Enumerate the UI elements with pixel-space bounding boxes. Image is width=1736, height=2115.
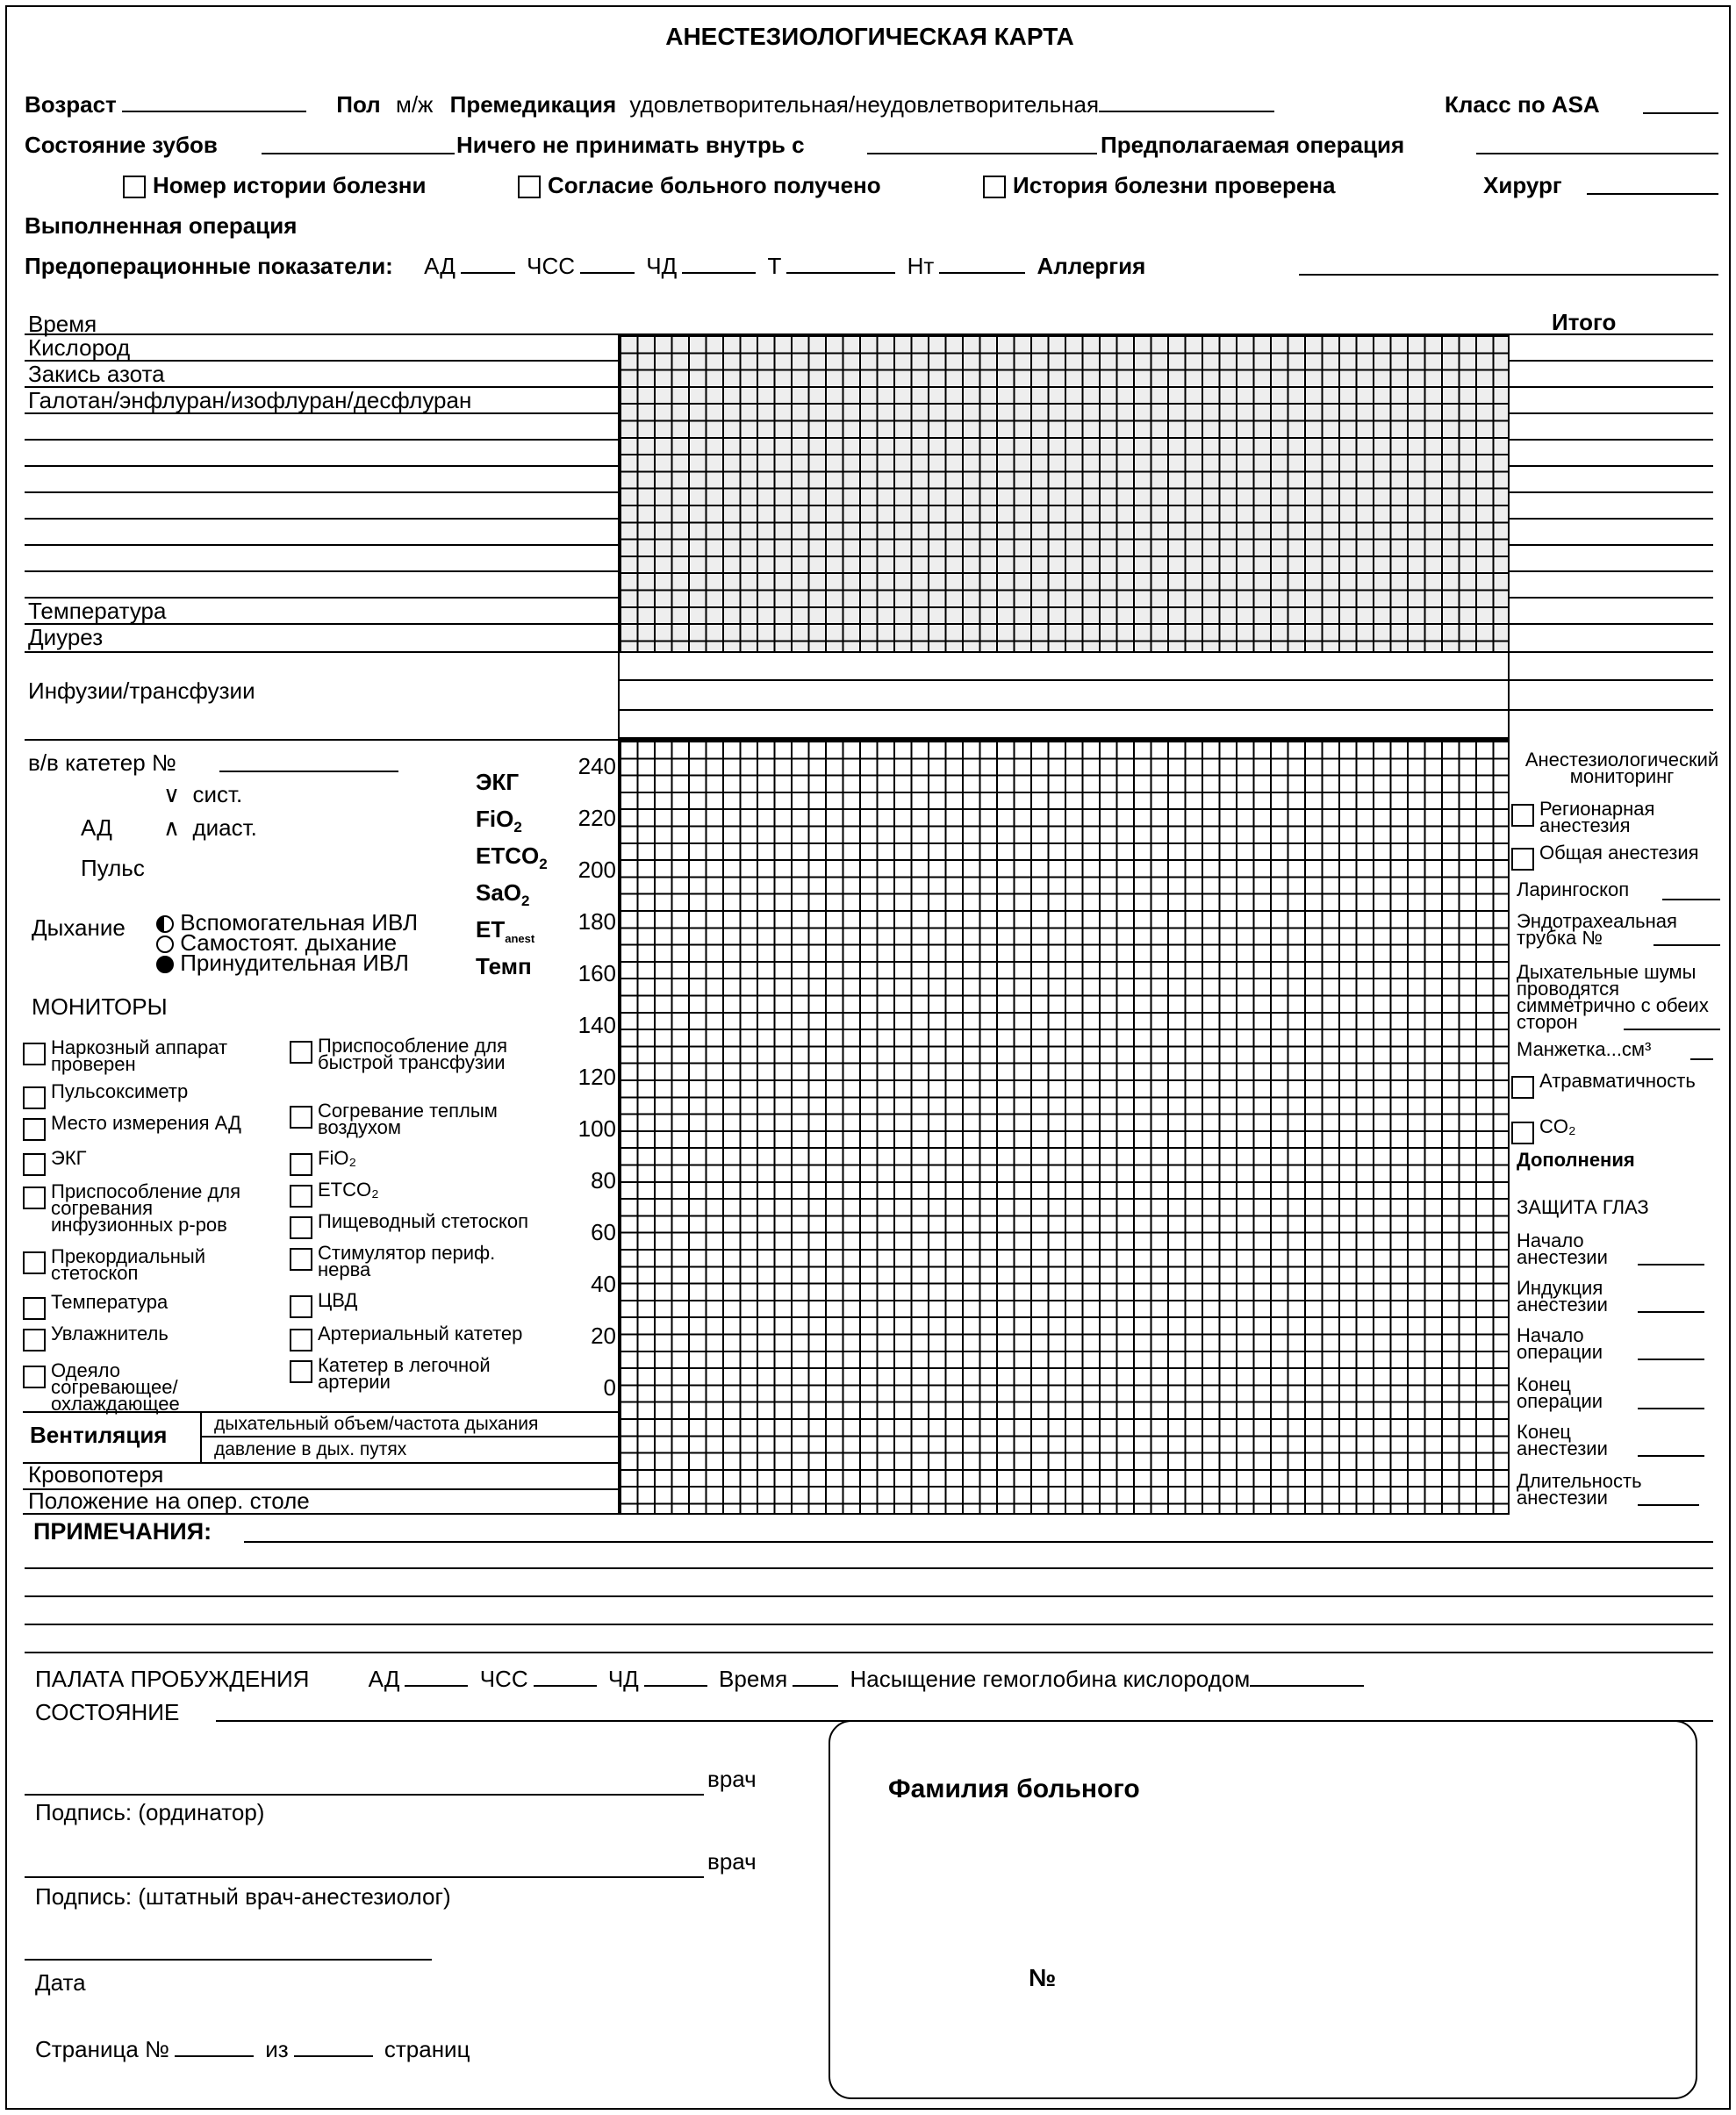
teeth-label: Состояние зубов [25,132,218,158]
n2o-label: Закись азота [28,361,165,387]
total-label: Итого [1552,309,1617,335]
anest-end-field[interactable] [1638,1436,1704,1457]
monitor-etco2[interactable]: ETCO₂ [290,1181,465,1208]
recovery-label: ПАЛАТА ПРОБУЖДЕНИЯ [35,1666,310,1692]
oxygen-label: Кислород [28,334,131,361]
notes-line[interactable] [25,1624,1713,1625]
y-tick: 20 [591,1323,616,1349]
patient-box [829,1720,1697,2099]
notes-label: ПРИМЕЧАНИЯ: [33,1518,212,1545]
recovery-spo2-field[interactable] [1250,1666,1364,1687]
y-tick: 100 [577,1115,616,1142]
age-label: Возраст [25,91,117,118]
position-label: Положение на опер. столе [28,1488,310,1514]
fio2-param: FiO$_2$ [476,806,522,836]
breathing-label: Дыхание [32,914,126,941]
spontaneous-label: Самостоят. дыхание [180,929,398,957]
induction-field[interactable] [1638,1292,1704,1313]
history-number-label: Номер истории болезни [153,172,427,198]
gas-grid[interactable] [618,333,1510,653]
bp-legend-label: АД [81,814,112,841]
monitor-ecg[interactable]: ЭКГ [23,1150,286,1176]
preop-t-field[interactable] [786,253,895,274]
controlled-radio[interactable] [156,956,174,973]
npo-field[interactable] [867,133,1097,154]
monitor-arterial-line[interactable]: Артериальный катетер [290,1325,570,1351]
consent-item[interactable] [518,172,881,199]
recovery-time-field[interactable] [793,1666,838,1687]
allergy-field[interactable] [1299,255,1718,276]
etco2-param: $ETCO_2$ [476,842,548,873]
preop-t-label: Т [767,253,782,279]
monitor-cvp[interactable]: ЦВД [290,1292,465,1318]
ett-label: Эндотрахеальная трубка № [1517,910,1677,949]
anest-start-field[interactable] [1638,1244,1704,1265]
monitors-heading: МОНИТОРЫ [32,993,168,1020]
monitor-precordial-stethoscope[interactable]: Прекордиальный стетоскоп [23,1248,260,1281]
doctor-label-1: врач [707,1766,757,1792]
ventilation-label: Вентиляция [30,1422,168,1448]
preop-bp-label: АД [424,253,456,279]
state-label: СОСТОЯНИЕ [35,1699,180,1725]
sao2-param: SaO$_2$ [476,879,530,910]
co2-item[interactable]: CO₂ [1511,1118,1687,1144]
staff-signature-line[interactable] [25,1876,704,1878]
notes-line[interactable] [25,1567,1713,1569]
infusions-label: Инфузии/трансфузии [28,678,255,704]
temp-label: Температура [28,598,167,624]
duration-field[interactable] [1638,1485,1699,1506]
y-tick: 160 [577,960,616,986]
recovery-bp-field[interactable] [405,1666,468,1687]
op-start-label: Начало операции [1517,1324,1603,1363]
recovery-hr-field[interactable] [534,1666,597,1687]
anest-end-label: Конец анестезии [1517,1421,1608,1459]
patient-number-label: № [1029,1964,1057,1991]
asa-label: Класс по ASA [1445,91,1600,118]
monitor-blanket[interactable]: Одеяло согревающее/ охлаждающее [23,1362,225,1412]
iv-field[interactable] [219,751,398,772]
preop-hct-field[interactable] [939,253,1025,274]
resident-signature-line[interactable] [25,1794,704,1796]
monitoring-heading: Анестезиологический мониторинг [1524,749,1719,787]
op-end-label: Конец операции [1517,1373,1603,1412]
teeth-field[interactable] [262,133,455,154]
dia-legend: ∧ диаст. [163,814,257,841]
monitor-pulse-oximeter[interactable]: Пульсоксиметр [23,1083,286,1109]
iv-label: в/в катетер № [28,749,176,776]
monitor-machine-checked[interactable]: Наркозный аппарат проверен [23,1039,286,1072]
anesthesia-chart [5,5,1731,2110]
npo-label: Ничего не принимать внутрь с [456,132,805,158]
notes-line[interactable] [244,1541,1713,1543]
monitor-temperature[interactable]: Температура [23,1294,286,1320]
patient-surname-label: Фамилия больного [888,1774,1140,1803]
airway-pressure-label: давление в дых. путях [214,1439,407,1459]
preop-hr-label: ЧСС [527,253,576,279]
monitor-infusion-warmer[interactable]: Приспособление для согревания инфузионных р-ров [23,1183,277,1233]
consent-checkbox[interactable] [518,176,541,198]
op-start-field[interactable] [1638,1339,1704,1360]
done-op-label: Выполненная операция [25,212,298,239]
recovery-hr-label: ЧСС [479,1666,528,1692]
staff-label: Подпись: (штатный врач-анестезиолог) [35,1883,451,1910]
preop-label: Предоперационные показатели: [25,253,393,279]
anest-start-label: Начало анестезии [1517,1230,1608,1268]
blood-loss-label: Кровопотеря [28,1461,164,1488]
page-label: Страница № [35,2036,169,2062]
cuff-label: Манжетка...см³ [1517,1038,1652,1060]
notes-line[interactable] [25,1595,1713,1597]
preop-hct-label: Нт [907,253,935,279]
laryngoscope-label: Ларингоскоп [1517,878,1630,900]
chart-title: АНЕСТЕЗИОЛОГИЧЕСКАЯ КАРТА [665,23,1074,50]
vitals-grid[interactable] [618,739,1510,1515]
sys-legend: ∨ сист. [163,781,243,807]
date-line[interactable] [25,1959,432,1961]
premed-options[interactable]: удовлетворительная/неудовлетворительная [629,91,1100,118]
atraumatic-item[interactable]: Атравматичность [1511,1072,1736,1099]
age-field[interactable] [122,91,306,112]
agents-label: Галотан/энфлуран/изофлуран/десфлуран [28,387,472,413]
history-checked-label: История болезни проверена [1013,172,1336,198]
recovery-bp-label: АД [368,1666,400,1692]
monitor-pa-catheter[interactable]: Катетер в легочной артерии [290,1357,535,1390]
regional-item[interactable]: Регионарная анестезия [1511,800,1731,834]
history-checked-checkbox[interactable] [983,176,1006,198]
page-number-field[interactable] [175,2036,254,2057]
asa-field[interactable] [1643,93,1718,114]
ecg-param: ЭКГ [476,769,520,795]
y-tick: 140 [577,1012,616,1038]
preop-rr-field[interactable] [682,253,756,274]
temp-param: Темп [476,953,532,979]
controlled-label: Принудительная ИВЛ [180,950,409,977]
monitor-nerve-stimulator[interactable]: Стимулятор периф. нерва [290,1244,535,1278]
time-label: Время [28,311,97,337]
preop-row [25,253,1145,280]
sex-label: Пол [336,91,381,118]
date-label: Дата [35,1969,86,1996]
preop-hr-field[interactable] [580,253,635,274]
y-tick: 80 [591,1167,616,1194]
pages-label: страниц [384,2036,470,2062]
laryngoscope-field[interactable] [1662,879,1720,900]
recovery-rr-label: ЧД [607,1666,639,1692]
monitor-rapid-transfusion[interactable]: Приспособление для быстрой трансфузии [290,1037,518,1071]
breath-sounds-field[interactable] [1624,1009,1720,1030]
monitor-forced-air-warming[interactable]: Согревание теплым воздухом [290,1102,553,1136]
infusions-box[interactable] [618,651,1510,739]
extras-label: Дополнения [1517,1149,1635,1171]
surgeon-label: Хирург [1483,172,1562,198]
induction-label: Индукция анестезии [1517,1277,1608,1316]
breath-sounds-label: Дыхательные шумы проводятся симметрично с обеих сторон [1517,961,1709,1033]
planned-op-label: Предполагаемая операция [1101,132,1405,158]
y-tick: 180 [577,908,616,935]
monitor-bp-site[interactable]: Место измерения АД [23,1115,304,1141]
general-item[interactable]: Общая анестезия [1511,844,1736,871]
header-row-1 [25,91,1280,118]
allergy-label: Аллергия [1037,253,1146,279]
tidal-volume-label: дыхательный объем/частота дыхания [214,1414,539,1434]
resident-label: Подпись: (ординатор) [35,1799,265,1825]
planned-op-field[interactable] [1476,133,1718,154]
assisted-radio[interactable] [156,915,174,933]
y-tick: 120 [577,1064,616,1090]
duration-label: Длительность анестезии [1517,1470,1642,1509]
ett-field[interactable] [1654,925,1720,946]
op-end-field[interactable] [1638,1388,1704,1409]
of-label: из [265,2036,289,2062]
assisted-label: Вспомогательная ИВЛ [180,909,419,936]
premed-label: Премедикация [449,91,617,118]
premed-field[interactable] [1099,91,1274,112]
surgeon-field[interactable] [1587,174,1718,195]
cuff-field[interactable] [1690,1039,1713,1060]
history-checked-item[interactable] [983,172,1336,199]
pulse-legend: Пульс [81,855,145,881]
diuresis-label: Диурез [28,624,104,650]
notes-line[interactable] [25,1652,1713,1653]
monitor-fio2[interactable]: FiO₂ [290,1150,465,1176]
monitor-humidifier[interactable]: Увлажнитель [23,1325,286,1351]
breathing-modes [156,909,419,977]
doctor-label-2: врач [707,1848,757,1875]
y-tick: 60 [591,1219,616,1245]
y-tick: 220 [577,805,616,831]
recovery-row [35,1666,1369,1693]
consent-label: Согласие больного получено [548,172,881,198]
history-number-item[interactable] [123,172,426,199]
sex-options[interactable]: м/ж [395,91,434,118]
preop-bp-field[interactable] [461,253,515,274]
preop-rr-label: ЧД [646,253,678,279]
et-anest-param: $ET_{anest}$ [476,916,535,946]
y-tick: 240 [577,753,616,779]
eye-protection-label: ЗАЩИТА ГЛАЗ [1517,1196,1649,1218]
y-tick: 0 [603,1374,616,1401]
y-tick: 200 [577,857,616,883]
recovery-time-label: Время [719,1666,788,1692]
page-total-field[interactable] [294,2036,373,2057]
history-number-checkbox[interactable] [123,176,146,198]
monitor-esophageal-stethoscope[interactable]: Пищеводный стетоскоп [290,1213,588,1239]
controlled-option[interactable] [156,950,418,977]
recovery-rr-field[interactable] [644,1666,707,1687]
spontaneous-radio[interactable] [156,936,174,953]
page-numbering [35,2036,470,2063]
y-tick: 40 [591,1271,616,1297]
recovery-spo2-label: Насыщение гемоглобина кислородом [850,1666,1251,1692]
